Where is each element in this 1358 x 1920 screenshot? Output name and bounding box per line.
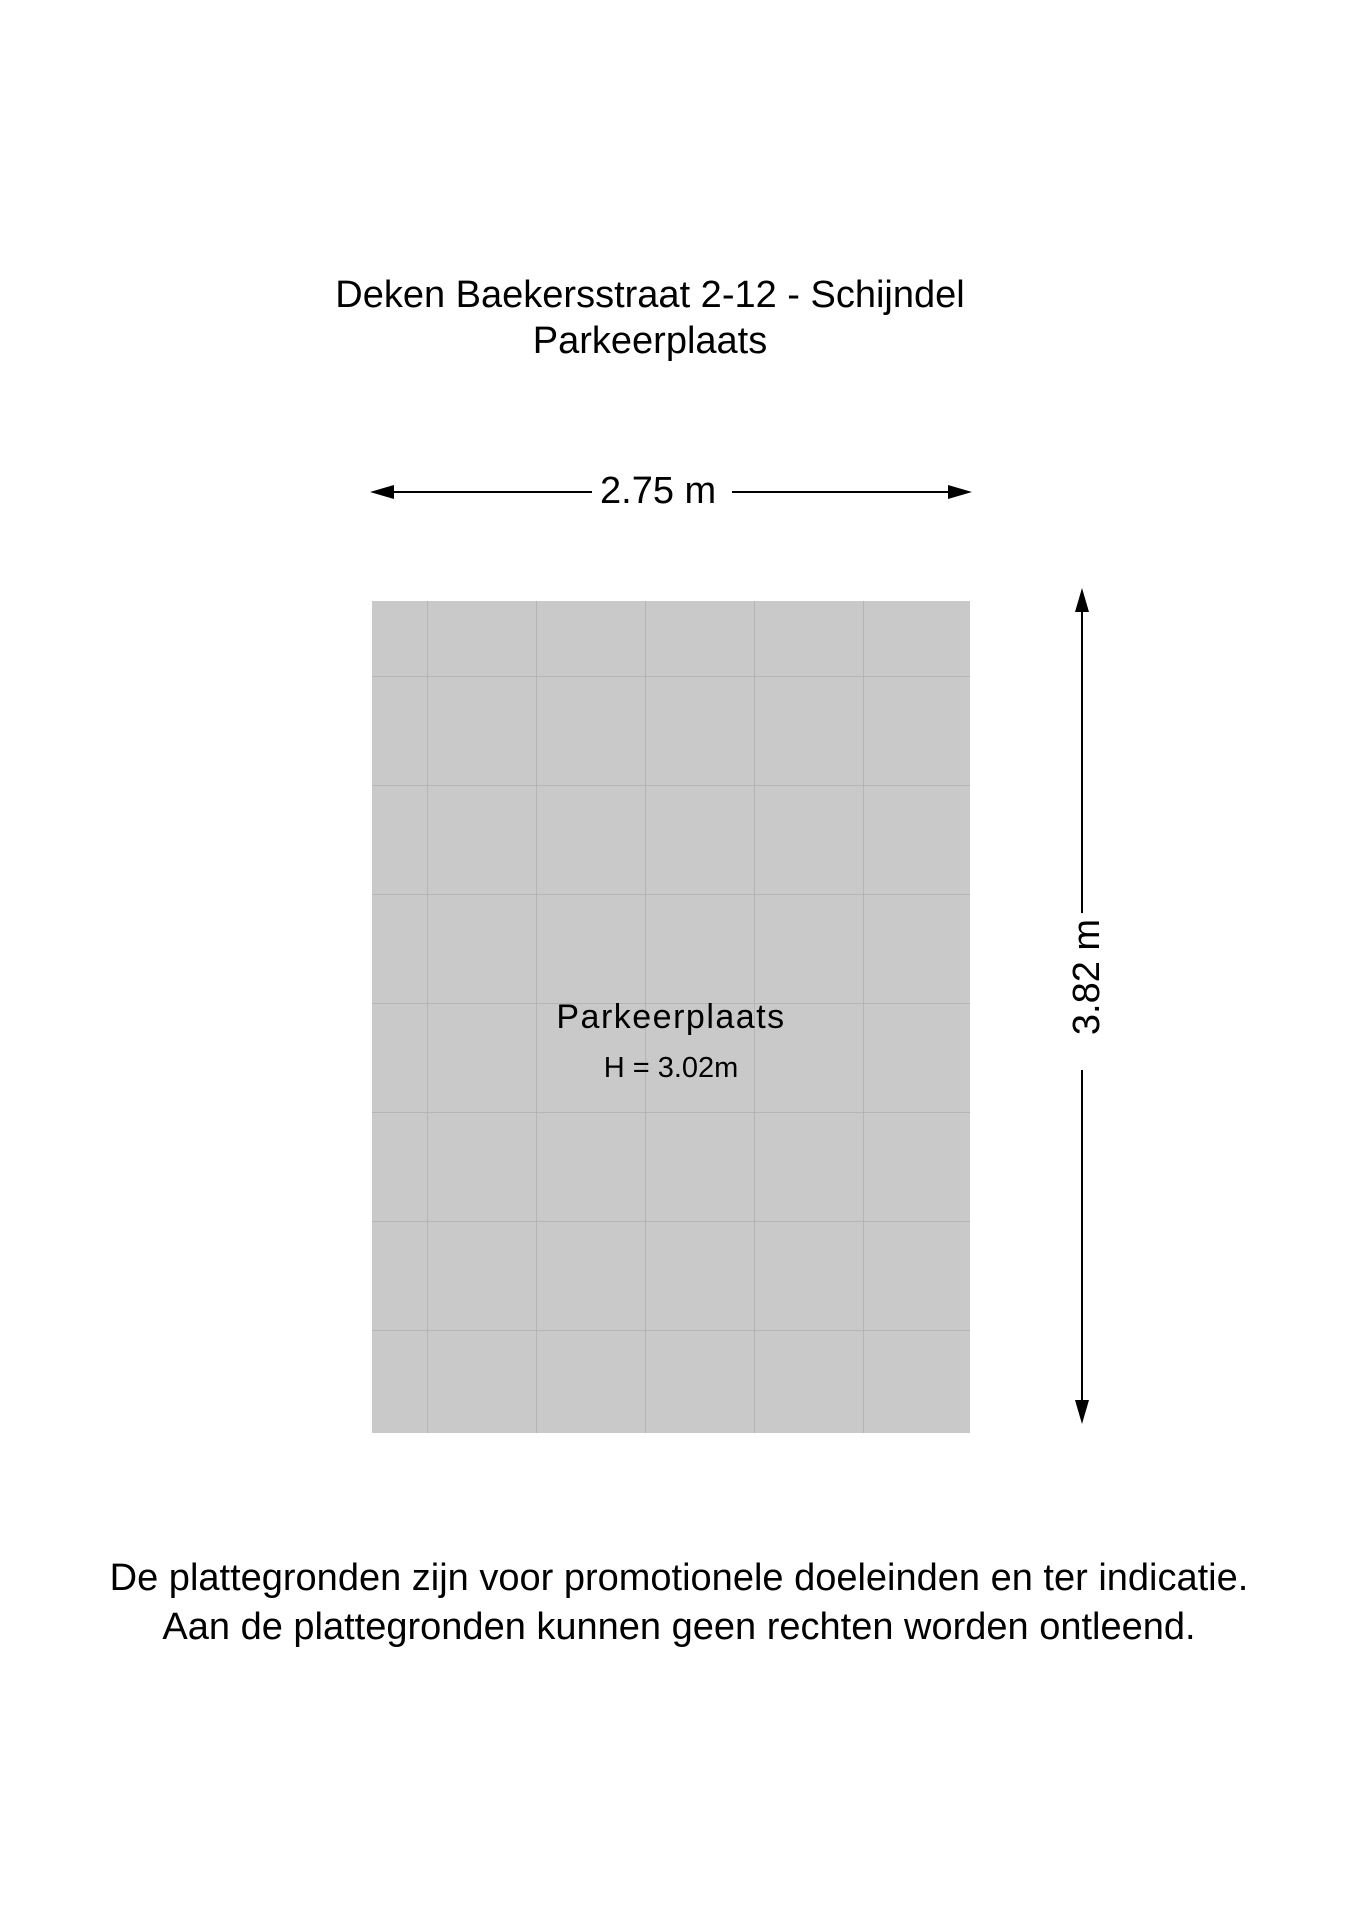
width-arrow-right: [948, 485, 972, 499]
height-arrow-bottom: [1075, 1400, 1089, 1424]
disclaimer-line-2: Aan de plattegronden kunnen geen rechten worden ontleend.: [162, 1606, 1196, 1648]
room-ceiling-height-label: H = 3.02m: [603, 1052, 739, 1084]
disclaimer-line-1: De plattegronden zijn voor promotionele doeleinden en ter indicatie.: [109, 1557, 1249, 1599]
plan-title-floor: Parkeerplaats: [532, 320, 768, 362]
plan-title-address: Deken Baekersstraat 2-12 - Schijndel: [335, 274, 965, 316]
height-dimension-label: 3.82 m: [1067, 913, 1107, 1041]
width-dimension-label: 2.75 m: [600, 470, 717, 512]
height-arrow-top: [1075, 588, 1089, 612]
room-parkeerplaats: [372, 601, 970, 1433]
room-name-label: Parkeerplaats: [556, 998, 786, 1036]
width-arrow-left: [370, 485, 394, 499]
